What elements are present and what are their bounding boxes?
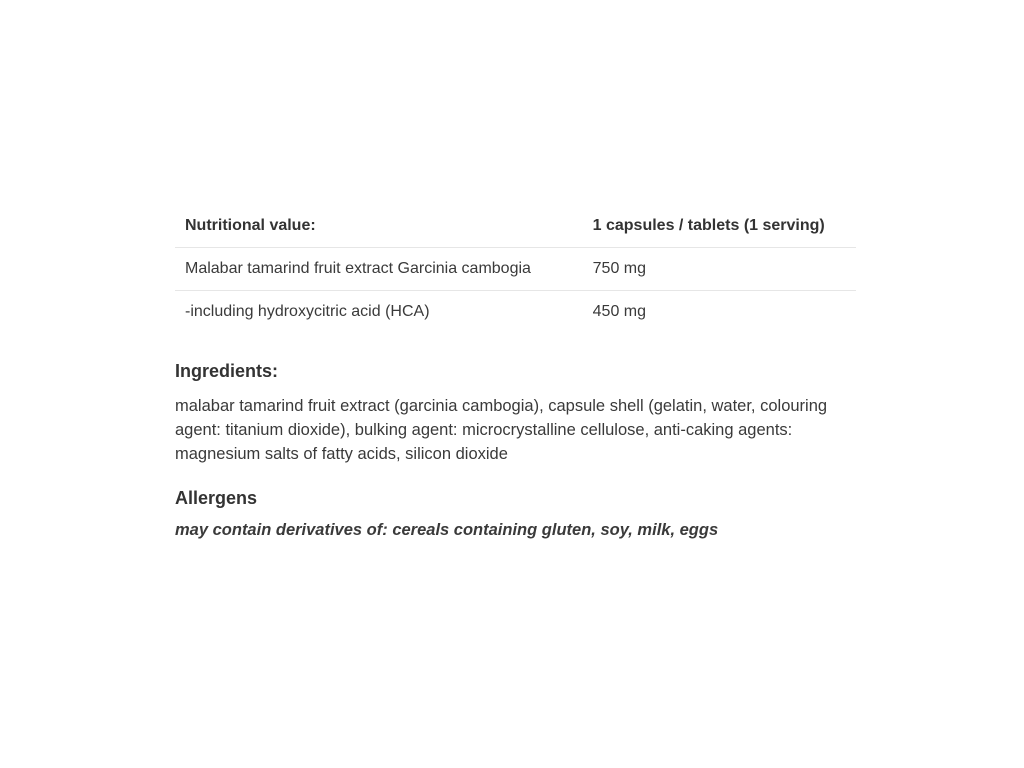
- nutrient-amount: 750 mg: [583, 248, 856, 291]
- nutrition-table-header: [175, 205, 856, 248]
- nutrient-name: Malabar tamarind fruit extract Garcinia cambogia: [175, 248, 583, 291]
- nutrient-name: -including hydroxycitric acid (HCA): [175, 291, 583, 334]
- nutrition-table: [175, 205, 856, 333]
- nutrition-header-name: Nutritional value:: [185, 217, 316, 234]
- allergens-text: may contain derivatives of: cereals containing gluten, soy, milk, eggs: [175, 521, 719, 539]
- ingredients-heading: Ingredients:: [175, 361, 279, 381]
- product-info-section: [175, 205, 856, 540]
- table-row: [175, 248, 856, 291]
- ingredients-text: malabar tamarind fruit extract (garcinia cambogia), capsule shell (gelatin, water, colouring agent: titanium dioxide), bulking agent: microcrystalline cellulose, anti-caking agents: magnesium salts of fatty acids, silicon dioxide: [175, 397, 828, 463]
- nutrient-amount: 450 mg: [583, 291, 856, 334]
- nutrition-header-serving: 1 capsules / tablets (1 serving): [592, 217, 825, 234]
- table-row: [175, 291, 856, 334]
- allergens-heading: Allergens: [175, 488, 258, 508]
